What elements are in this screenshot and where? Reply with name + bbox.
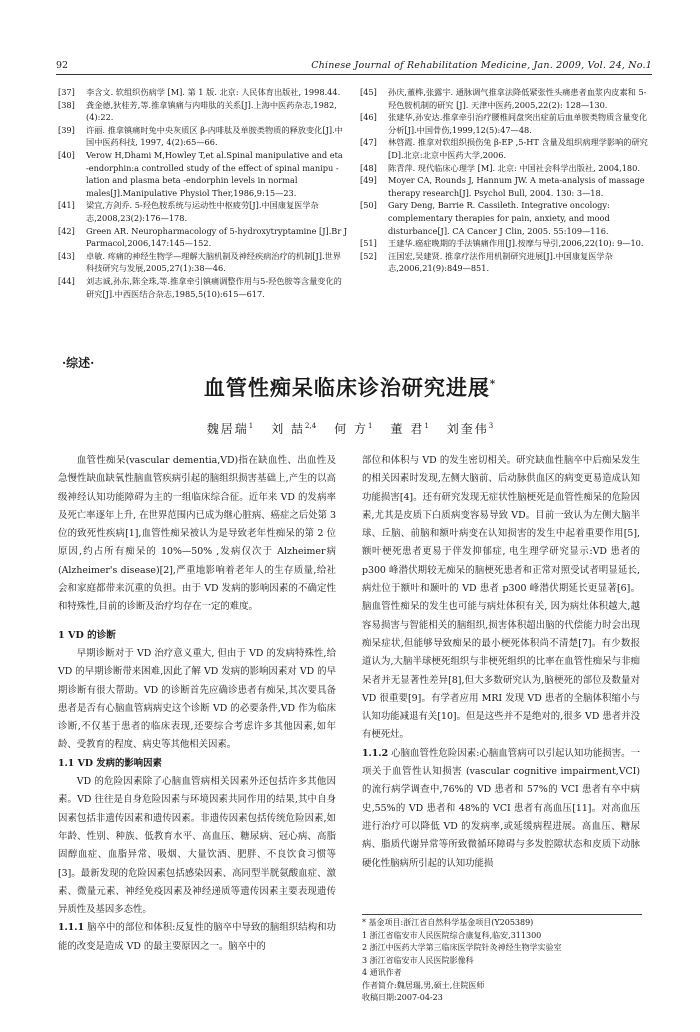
- author-affiliation: 1: [424, 422, 429, 430]
- reference-text: 龚金德,狄桂芳,等.推拿镇痛与内啡肽的关系[J].上海中医药杂志,1982,(4):22.: [86, 99, 337, 123]
- reference-number: [42]: [58, 225, 75, 236]
- diagnosis-paragraph: 早期诊断对于 VD 治疗意义重大, 但由于 VD 的发病特殊性,给 VD 的早期诊断带来困难,因此了解 VD 发病的影响因素对 VD 的早期诊断有很大帮助。VD 的诊断首先应确诊患者有痴呆,其次要具备患者是否有心脑血管病病史这个诊断 VD 的必要条件,VD 作为临床诊断,不仅基于患者的临床表现,还要综合考虑许多其他因素,如年龄、受教育的程度、病史等其他相关因素。: [58, 647, 336, 751]
- article-title: [0, 372, 700, 402]
- reference-item: [360, 174, 650, 199]
- footnote-line: 作者简介:魏居瑞,男,硕士,住院医师: [362, 980, 485, 990]
- reference-list-left: [58, 86, 348, 300]
- reference-item: [360, 111, 650, 136]
- reference-item: [58, 225, 348, 250]
- footnote-line: 收稿日期:2007-04-23: [362, 993, 443, 1002]
- reference-text: 梁宜,方剑乔. 5-羟色胺系统与运动性中枢疲劳[J].中国康复医学杂志,2008,23(2):176—178.: [86, 200, 319, 223]
- page-number: 92: [56, 60, 69, 71]
- cardio-risk-text: 心脑血管性危险因素:心脑血管病可以引起认知功能损害。一项关于血管性认知损害 (vascular cognitive impairment,VCI) 的流行病学调查中,76%的 VD 患者和 57%的 VCI 患者有卒中病史,55%的 VD 患者和 48%的 VCI 患者有高血压[11]。对高血压进行治疗可以降低 VD 的发病率,或延缓病程进展。高血压、糖尿病、脂质代谢异常等所致微循环障碍与多发腔隙状态和皮质下动脉硬化性脑病所引起的认知功能损: [362, 747, 640, 869]
- footnote-line: 1 浙江省临安市人民医院综合康复科,临安,311300: [362, 930, 542, 940]
- author: [390, 422, 428, 436]
- reference-item: [360, 162, 650, 175]
- reference-item: [58, 149, 348, 199]
- reference-text: 刘志诚,孙东,陈全珠,等.推拿牵引镇痛调整作用与5-羟色胺等含量变化的研究[J].中西医结合杂志,1985,5(10):615—617.: [86, 275, 342, 299]
- reference-text: 陈青萍. 现代临床心理学 [M]. 北京: 中国社会科学出版社, 2004,180.: [388, 162, 640, 173]
- reference-item: [360, 86, 650, 111]
- author: [447, 422, 493, 436]
- reference-item: [360, 199, 650, 237]
- reference-item: [58, 250, 348, 275]
- reference-number: [43]: [58, 250, 75, 261]
- reference-number: [44]: [58, 275, 75, 286]
- journal-title: Chinese Journal of Rehabilitation Medicine, Jan. 2009, Vol. 24, No.1: [311, 60, 652, 71]
- subsection-heading-risk-factors: 1.1 VD 发病的影响因素: [58, 757, 162, 769]
- section-heading-diagnosis: 1 VD 的诊断: [58, 629, 116, 641]
- reference-text: 李含文. 软组织伤病学 [M]. 第 1 版. 北京: 人民体育出版社, 1998.44.: [86, 87, 341, 97]
- intro-paragraph: 血管性痴呆(vascular dementia,VD)指在缺血性、出血性及急慢性缺血缺氧性脑血管疾病引起的脑组织损害基础上,产生的以高级神经认知功能障碍为主的一组临床综合征。近年来 VD 的发病率及死亡率逐年上升, 在世界范围内已成为继心脏病、癌症之后处第 3 位的致死性疾病[1],血管性痴呆被认为是导致老年性痴呆的第 2 位原因,约占所有痴呆的 10%—50% ,发病仅次于 Alzheimer病(Alzheimer's disease)[2],严重地影响着老年人的生存质量,给社会和家庭都带来沉重的负担。由于 VD 发病的影响因素的不确定性和特殊性,目前的诊断及治疗均存在一定的难度。: [58, 455, 336, 613]
- reference-text: 卓敏. 疼痛的神经生物学—理解大脑机制及神经疾病治疗的机制[J].世界科技研究与发展,2005,27(1):38—46.: [86, 250, 341, 274]
- author: [207, 422, 253, 436]
- reference-number: [45]: [360, 87, 377, 97]
- reference-text: Moyer CA, Rounds J, Hannum JW. A meta-analysis of massage therapy research[J]. Psychol Bull, 2004. 130: 3—18.: [388, 175, 645, 198]
- reference-number: [46]: [360, 112, 377, 123]
- stroke-continuation-paragraph: 部位和体积与 VD 的发生密切相关。研究缺血性脑卒中后痴呆发生的相关因素时发现,左侧大脑前、后动脉供血区的病变更易造成认知功能损害[4]。还有研究发现无症状性脑梗死是血管性痴呆的危险因素,尤其是皮质下白质病变容易导致 VD。目前一致认为左侧大脑半球、丘脑、前脑和额叶病变在认知损害的发生中起着重要作用[5],额叶梗死患者更易于伴发抑郁症, 电生理学研究显示:VD 患者的 p300 峰潜伏期较无痴呆的脑梗死患者和正常对照受试者明显延长,病灶位于额叶和颞叶的 VD 患者 p300 峰潜伏期延长更显著[6]。脑血管性痴呆的发生也可能与病灶体积有关, 因为病灶体积越大,越容易损害与智能相关的脑组织,损害体积超出脑的代偿能力时会出现痴呆症状,但能够导致痴呆的最小梗死体积尚不清楚[7]。有少数报道认为,大脑半球梗死组织与非梗死组织的比率在血管性痴呆与非痴呆者并无显著性差异[8],但大多数研究认为,脑梗死的部位及数量对 VD 很重要[9]。有学者应用 MRI 发现 VD 患者的全脑体积缩小与认知功能减退有关[10]。但是这些并不是绝对的,很多 VD 患者并没有梗死灶。: [362, 455, 640, 741]
- footnotes: [362, 914, 642, 1005]
- author-list: [0, 420, 700, 437]
- cardio-risk-paragraph: [362, 745, 640, 873]
- reference-number: [37]: [58, 87, 75, 97]
- reference-item: [360, 250, 650, 275]
- reference-number: [48]: [360, 162, 377, 173]
- reference-list-right: [360, 86, 650, 275]
- footnote-line: 4 通讯作者: [362, 968, 402, 977]
- reference-number: [52]: [360, 250, 377, 261]
- title-text: 血管性痴呆临床诊治研究进展: [203, 375, 490, 400]
- reference-item: [360, 237, 650, 250]
- running-header: [56, 60, 652, 75]
- reference-item: [360, 136, 650, 161]
- author-name: 董 君: [390, 422, 425, 436]
- author: [271, 422, 316, 436]
- reference-item: [58, 99, 348, 124]
- author-name: 何 方: [334, 422, 369, 436]
- risk-factors-paragraph: VD 的危险因素除了心脑血管病相关因素外还包括许多其他因素。VD 往往是自身危险因素与环境因素共同作用的结果,其中自身因素包括非遗传因素和遗传因素。非遗传因素包括传统危险因素,如年龄、性别、种族、低教育水平、高血压、糖尿病、冠心病、高脂固醇血症、血脂异常、吸烟、大量饮酒、肥胖、不良饮食习惯等[3]。最新发现的危险因素包括感染因素、高同型半胱氨酸血症、激素、微量元素、神经免疫因素及神经递质等遗传因素主要表现遗传异质性及基因多态性。: [58, 776, 336, 916]
- subsection-stroke-text: 脑卒中的部位和体积:反复性的脑卒中导致的脑组织结构和功能的改变是造成 VD 的最主要原因之一。脑卒中的: [58, 922, 336, 952]
- reference-item: [58, 86, 348, 99]
- section-tag: ·综述·: [62, 356, 95, 370]
- author-affiliation: 1: [248, 422, 254, 430]
- reference-number: [38]: [58, 99, 75, 110]
- body-column-right: [362, 452, 640, 873]
- reference-number: [41]: [58, 200, 75, 211]
- subsection-stroke-paragraph: [58, 919, 336, 956]
- footnote-line: * 基金项目:浙江省自然科学基金项目(Y205389): [362, 918, 534, 927]
- body-column-left: [58, 452, 336, 956]
- subsection-label: 1.1.1: [58, 922, 85, 934]
- reference-number: [50]: [360, 200, 377, 211]
- reference-text: 张建华,孙安达.推拿牵引治疗腰椎间盘突出症前后血单胺类物质含量变化分析[J].中国骨伤,1999,12(5):47—48.: [388, 112, 648, 135]
- author: [334, 422, 372, 436]
- reference-text: 汪国宏,吴建贤. 推拿疗法作用机制研究进展[J].中国康复医学杂志,2006,21(9):849—851.: [388, 250, 613, 274]
- reference-number: [39]: [58, 124, 75, 135]
- reference-number: [49]: [360, 175, 377, 186]
- reference-text: 林啓霞. 推拿对软组织损伤兔 β-EP ,5-HT 含量及组织病理学影响的研究[D].北京:北京中医药大学,2006.: [388, 137, 648, 160]
- reference-text: 孙庆,董桦,张露宇. 通脉调气推拿法降低紧张性头痛患者血浆内皮素和 5-羟色胺机制的研究 [J]. 天津中医药,2005,22(2): 128—130.: [388, 87, 647, 110]
- title-footnote-mark: *: [489, 379, 497, 390]
- reference-text: 王建华.癌症晚期的手法镇痛作用[J].按摩与导引,2006,22(10): 9—10.: [388, 238, 644, 249]
- footnote-line: 2 浙江中医药大学第三临床医学院针灸神经生物学实验室: [362, 943, 562, 952]
- reference-item: [58, 199, 348, 224]
- reference-item: [58, 275, 348, 300]
- author-name: 刘 喆: [271, 422, 306, 436]
- author-name: 刘奎伟: [446, 422, 489, 436]
- author-affiliation: 1: [368, 422, 373, 430]
- reference-text: Gary Deng, Barrie R. Cassileth. Integrative oncology: complementary therapies for pain, anxiety, and mood disturbance[J]. CA Cancer J Clin, 2005. 55:109—116.: [388, 200, 610, 236]
- footnote-line: 3 浙江省临安市人民医院影像科: [362, 955, 474, 965]
- reference-text: Green AR. Neuropharmacology of 5-hydroxytryptamine [J].Br J Parmacol,2006,147:145—152.: [86, 225, 348, 249]
- reference-number: [40]: [58, 149, 75, 160]
- reference-number: [47]: [360, 137, 377, 148]
- author-name: 魏居瑞: [206, 422, 249, 436]
- subsection-label: 1.1.2: [362, 747, 389, 759]
- reference-item: [58, 124, 348, 149]
- reference-text: Verow H,Dhami M,Howley T,et al.Spinal manipulative and eta -endorphin:a controlled study of the effect of spinal manipu -lation and plasma beta -endorphin levels in normal males[J].Manipulative Physiol Ther,1986,9:15—23.: [86, 149, 343, 198]
- author-affiliation: 2,4: [305, 422, 317, 430]
- reference-number: [51]: [360, 238, 377, 249]
- author-affiliation: 3: [488, 422, 494, 430]
- reference-text: 许丽. 推拿镇痛时兔中央灰质区 β-内啡肽及单胺类物质的释放变化[J].中国中医药科技, 1997, 4(2):65—66.: [86, 124, 343, 148]
